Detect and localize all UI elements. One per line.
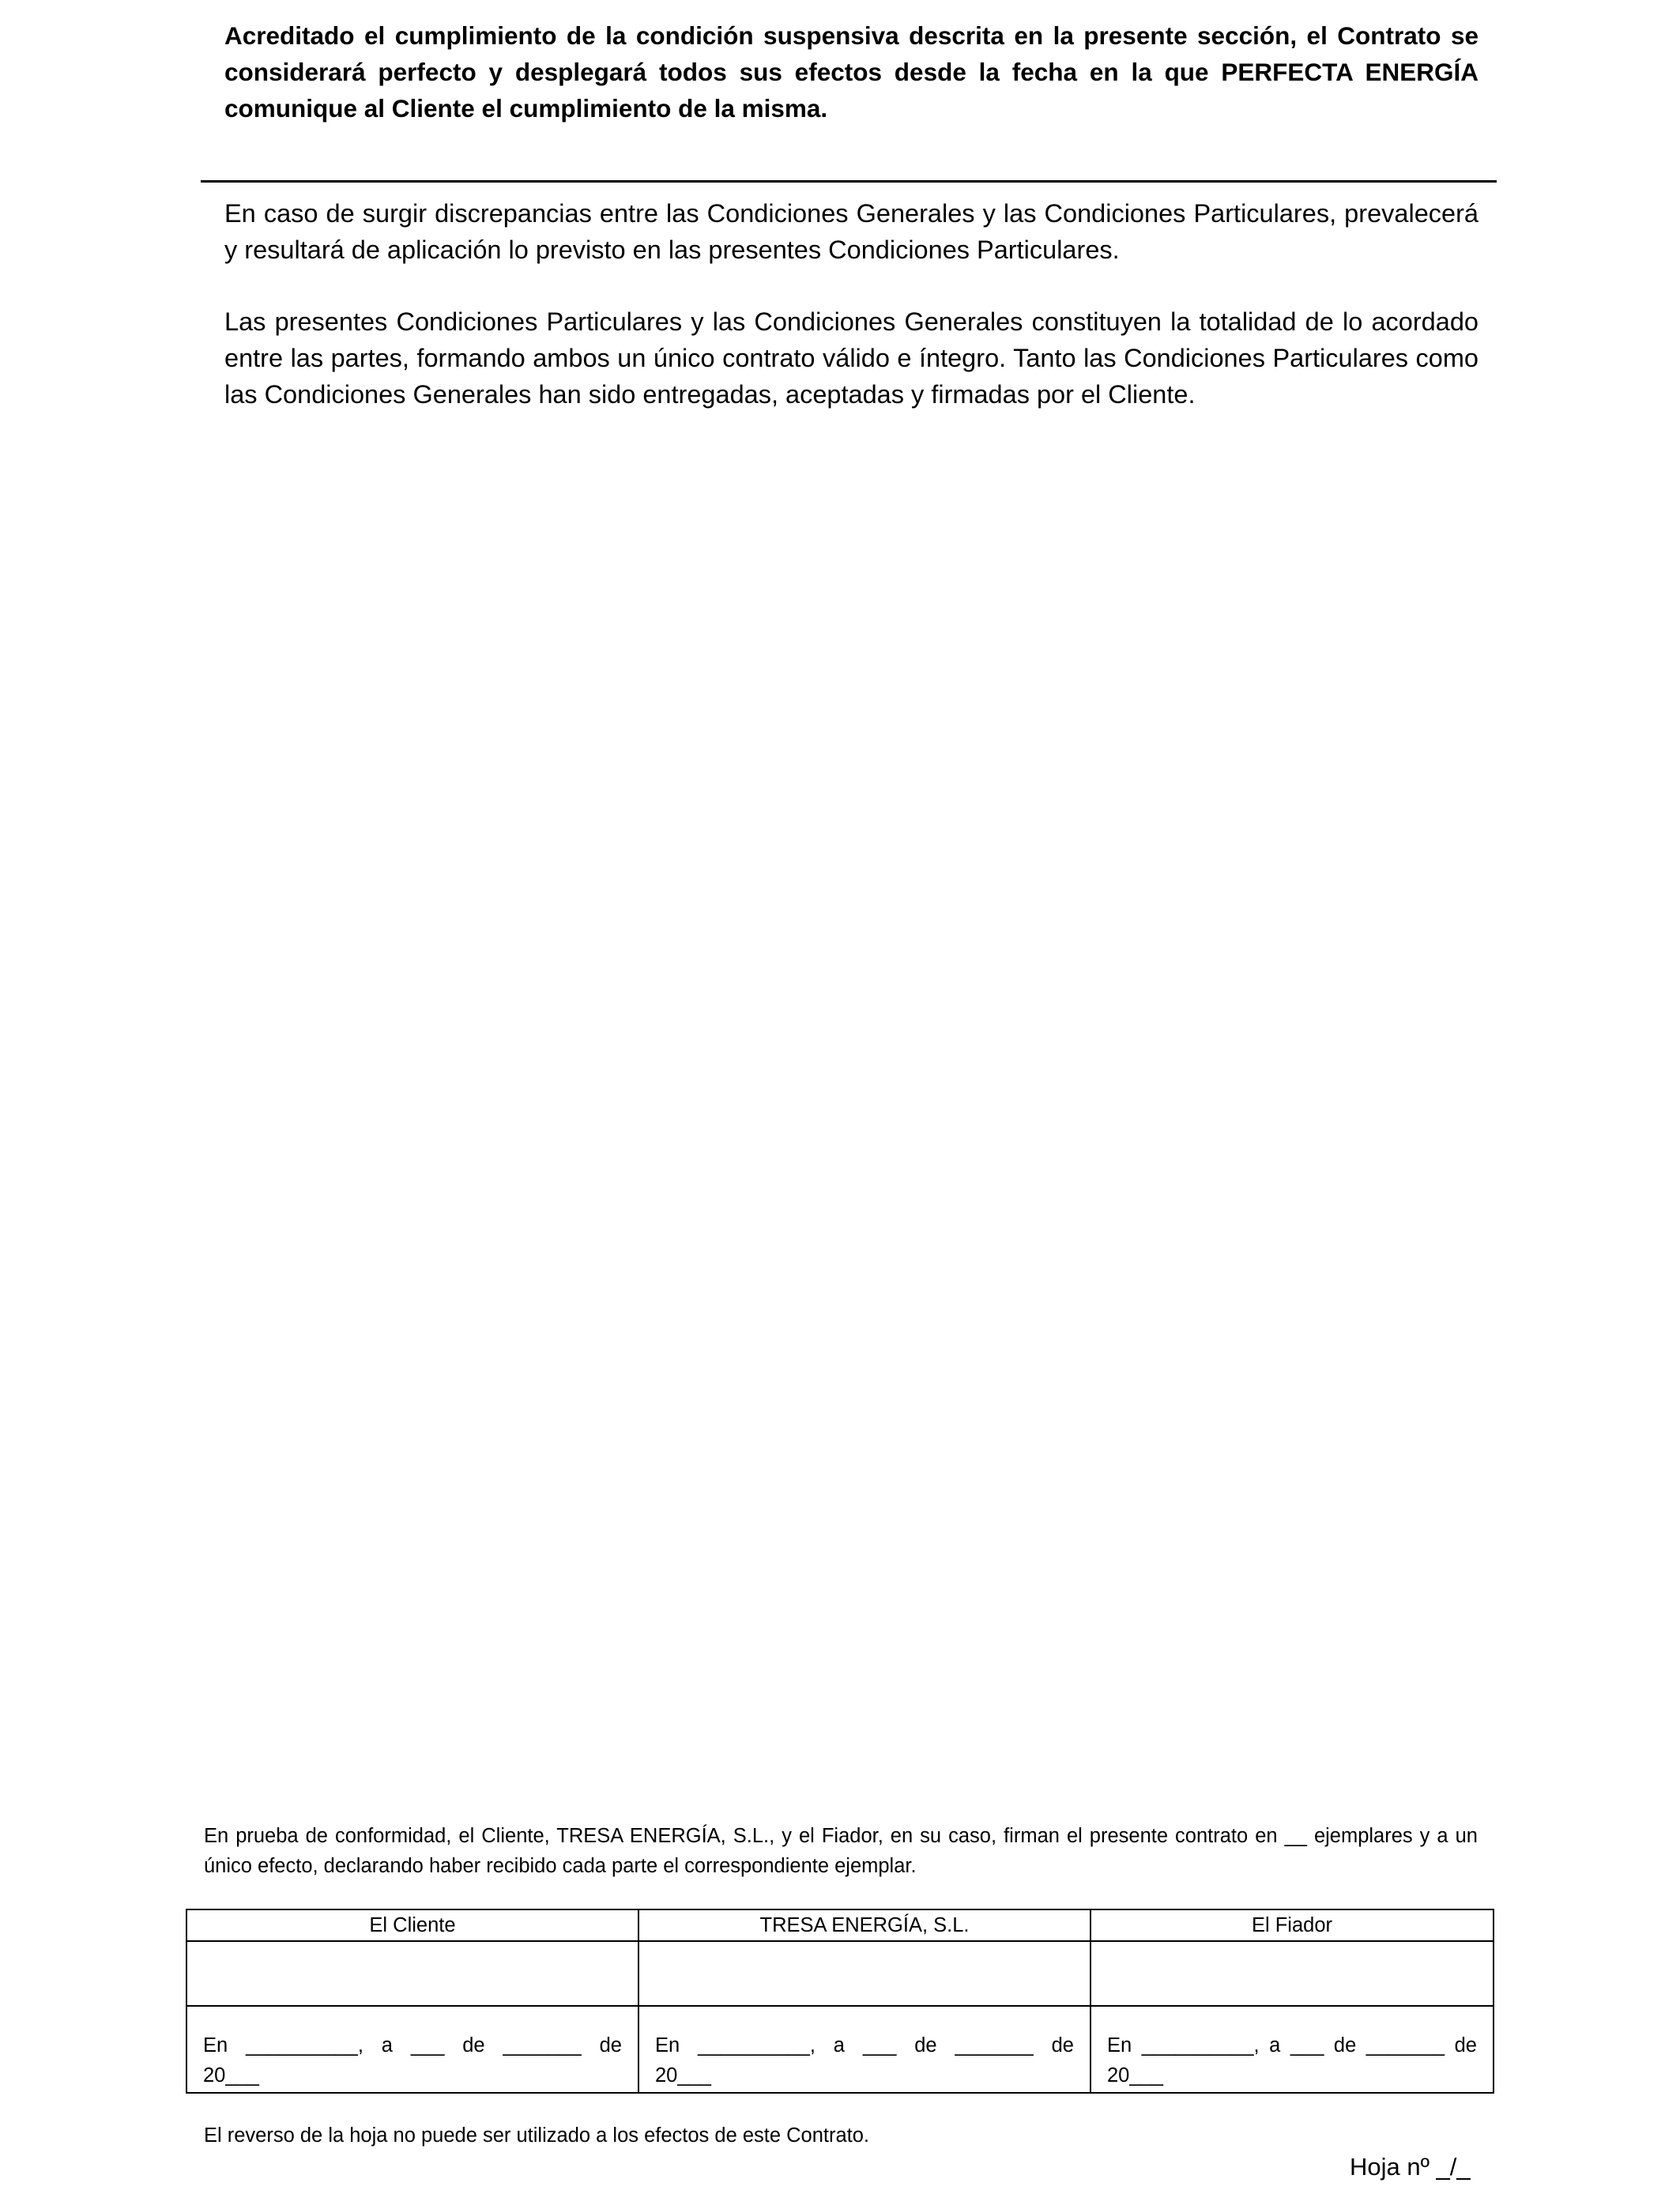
condition-paragraph: Acreditado el cumplimiento de la condición suspensiva descrita en la presente sección, el Contrato se considerará perfecto y desplegará todos sus efectos desde la fecha en la que PERFECTA ENERGÍA comunique al Cliente el cumplimiento de la misma. — [224, 21, 1478, 123]
date-year: 20___ — [203, 2064, 259, 2087]
signature-box-guarantor — [1090, 1941, 1494, 2006]
date-word-de: de — [1454, 2034, 1477, 2056]
date-word-en: En — [203, 2034, 228, 2056]
date-blank-month: _______ — [955, 2034, 1034, 2056]
header-guarantor: El Fiador — [1090, 1909, 1494, 1941]
closing-statement: En prueba de conformidad, el Cliente, TRESA ENERGÍA, S.L., y el Fiador, en su caso, firman el presente contrato en __ ejemplares y a un único efecto, declarando haber recibido cada parte el correspondiente ejemplar. — [204, 1825, 1478, 1877]
date-word-a: a — [833, 2034, 845, 2056]
signature-space-row — [186, 1941, 1494, 2006]
date-word-a: a — [381, 2034, 393, 2056]
signature-table — [186, 1909, 1494, 2094]
date-year: 20___ — [1107, 2064, 1163, 2087]
date-word-de: de — [1333, 2034, 1357, 2056]
date-year: 20___ — [655, 2064, 711, 2087]
date-word-de: de — [599, 2034, 622, 2056]
date-word-a: a — [1269, 2034, 1281, 2056]
date-line — [655, 2030, 1074, 2060]
date-blank-place: __________, — [698, 2034, 816, 2056]
date-cell-guarantor — [1090, 2006, 1494, 2093]
date-blank-month: _______ — [1365, 2034, 1445, 2056]
discrepancy-paragraph: En caso de surgir discrepancias entre las Condiciones Generales y las Condiciones Particulares, prevalecerá y resultará de aplicación lo previsto en las presentes Condiciones Particulares. — [224, 199, 1478, 264]
signature-box-company — [638, 1941, 1090, 2006]
section-divider — [201, 180, 1497, 183]
sheet-number: Hoja nº _/_ — [1350, 2153, 1471, 2181]
date-cell-company — [638, 2006, 1090, 2093]
date-word-en: En — [1107, 2034, 1132, 2056]
date-blank-place: __________, — [1141, 2034, 1260, 2056]
date-cell-client — [186, 2006, 638, 2093]
date-word-en: En — [655, 2034, 680, 2056]
date-word-de: de — [1051, 2034, 1074, 2056]
date-blank-day: ___ — [1290, 2034, 1324, 2056]
date-blank-day: ___ — [862, 2034, 897, 2056]
totality-paragraph: Las presentes Condiciones Particulares y las Condiciones Generales constituyen la totalidad de lo acordado entre las partes, formando ambos un único contrato válido e íntegro. Tanto las Condiciones Particulares como las Condiciones Generales han sido entregadas, aceptadas y firmadas por el Cliente. — [224, 307, 1478, 409]
date-line — [203, 2030, 622, 2060]
signature-date-row — [186, 2006, 1494, 2093]
header-client: El Cliente — [186, 1909, 638, 1941]
footer-note: El reverso de la hoja no puede ser utilizado a los efectos de este Contrato. — [204, 2124, 870, 2147]
header-company: TRESA ENERGÍA, S.L. — [638, 1909, 1090, 1941]
date-line — [1107, 2030, 1477, 2060]
signature-box-client — [186, 1941, 638, 2006]
date-blank-day: ___ — [410, 2034, 445, 2056]
date-blank-place: __________, — [246, 2034, 363, 2056]
date-word-de: de — [462, 2034, 485, 2056]
date-blank-month: _______ — [503, 2034, 582, 2056]
signature-header-row — [186, 1909, 1494, 1941]
date-word-de: de — [914, 2034, 937, 2056]
